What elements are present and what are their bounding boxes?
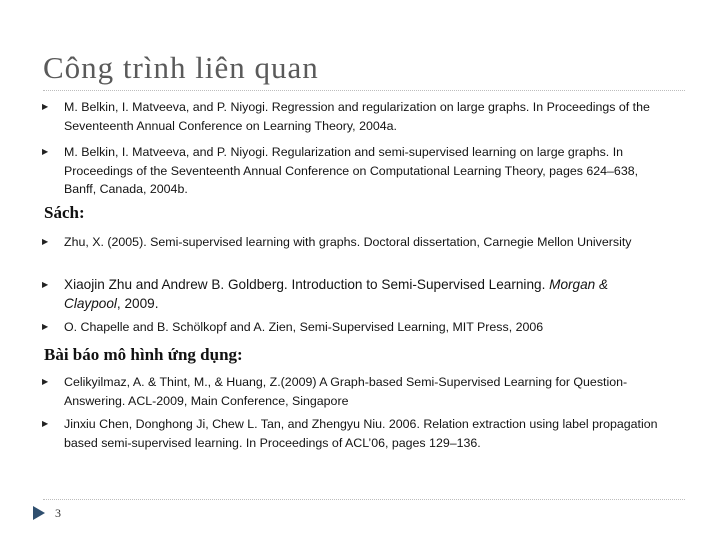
triangle-bullet-icon: ▶ (42, 377, 49, 386)
triangle-bullet-icon: ▶ (42, 102, 49, 111)
publisher-name: Morgan & Claypool (64, 277, 609, 311)
books-heading: Sách: (44, 203, 85, 222)
triangle-arrow-icon (33, 506, 45, 520)
reference-text: M. Belkin, I. Matveeva, and P. Niyogi. Regularization and semi-supervised learning on large graphs. In Proceedings of the Seventeenth Annual Conference on Computational Learning Theory, pages 624–638, Banff, Canada, 2004b. (64, 145, 639, 196)
list-item (42, 318, 664, 337)
triangle-bullet-icon: ▶ (42, 322, 49, 331)
triangle-bullet-icon: ▶ (42, 419, 49, 428)
triangle-bullet-icon: ▶ (42, 237, 49, 246)
reference-text: Jinxiu Chen, Donghong Ji, Chew L. Tan, and Zhengyu Niu. 2006. Relation extraction using label propagation based semi-supervised learning. In Proceedings of ACL’06, pages 129–136. (64, 417, 658, 450)
list-item (42, 233, 664, 252)
list-item (42, 98, 664, 135)
footer-divider (43, 499, 685, 500)
title-divider (43, 90, 685, 91)
triangle-bullet-icon: ▶ (42, 147, 49, 156)
reference-text: Zhu, X. (2005). Semi-supervised learning with graphs. Doctoral dissertation, Carnegie Mellon University (64, 235, 632, 249)
triangle-bullet-icon: ▶ (42, 280, 49, 289)
reference-text: M. Belkin, I. Matveeva, and P. Niyogi. Regression and regularization on large graphs. In Proceedings of the Seventeenth Annual Conference on Learning Theory, 2004a. (64, 100, 650, 133)
list-item (42, 373, 664, 410)
list-item (42, 143, 664, 199)
application-papers-heading: Bài báo mô hình ứng dụng: (44, 345, 243, 364)
list-item (42, 415, 664, 452)
page-number: 3 (55, 506, 61, 520)
reference-text-year: , 2009. (116, 296, 159, 311)
slide-title: Công trình liên quan (43, 50, 319, 85)
reference-text (64, 275, 664, 313)
reference-text-main: Xiaojin Zhu and Andrew B. Goldberg. Introduction to Semi-Supervised Learning. (64, 277, 550, 292)
reference-text: O. Chapelle and B. Schölkopf and A. Zien, Semi-Supervised Learning, MIT Press, 2006 (64, 320, 544, 334)
reference-text: Celikyilmaz, A. & Thint, M., & Huang, Z.(2009) A Graph-based Semi-Supervised Learning for Question-Answering. ACL-2009, Main Conference, Singapore (64, 375, 628, 408)
list-item (42, 275, 664, 313)
